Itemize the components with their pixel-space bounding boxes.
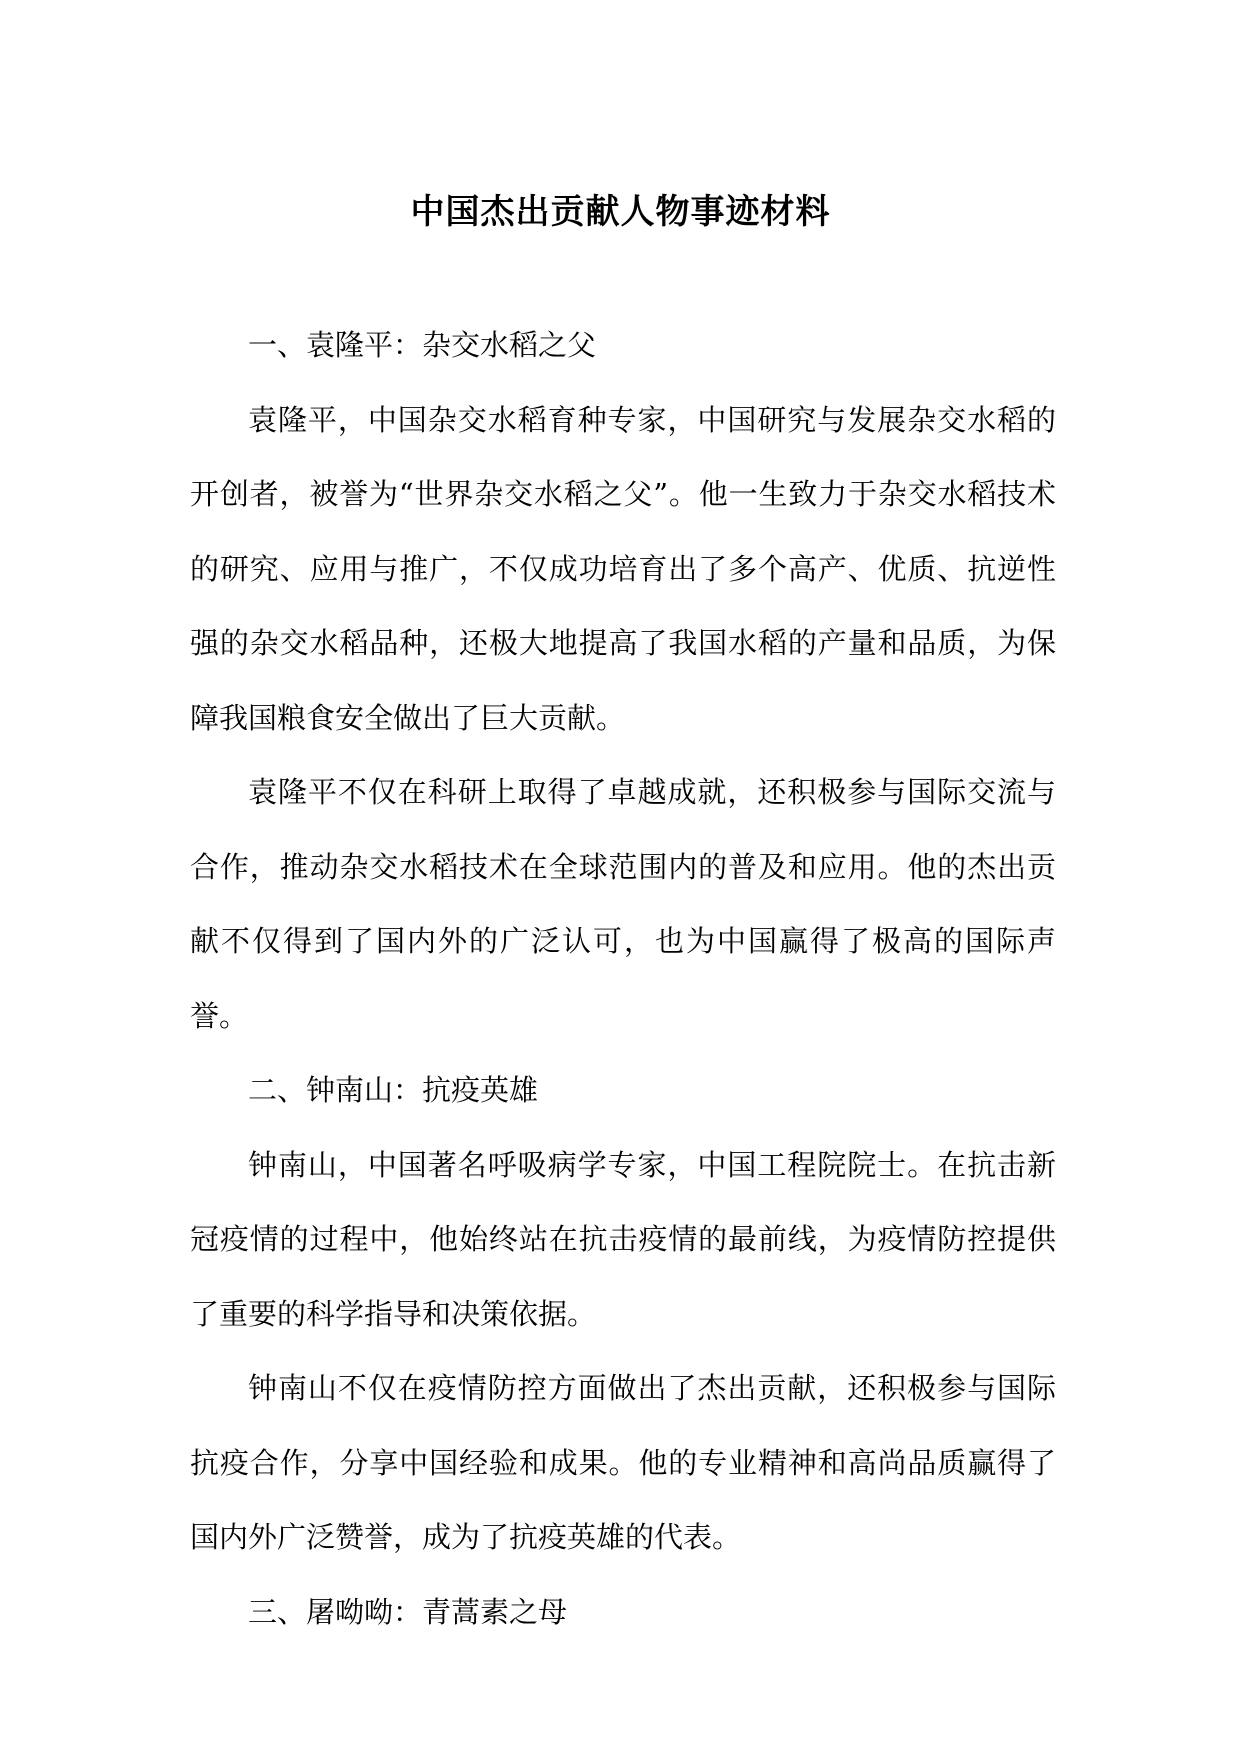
document-body: [190, 308, 1056, 1649]
document-title: 中国杰出贡献人物事迹材料: [410, 192, 831, 232]
section-heading-yuan-longping: 一、袁隆平：杂交水稻之父: [248, 328, 597, 362]
paragraph-zhong-nanshan-international: 钟南山不仅在疫情防控方面做出了杰出贡献，还积极参与国际抗疫合作，分享中国经验和成果。他的专业精神和高尚品质赢得了国内外广泛赞誉，成为了抗疫英雄的代表。: [190, 1371, 1056, 1554]
paragraph-yuan-longping-international: 袁隆平不仅在科研上取得了卓越成就，还积极参与国际交流与合作，推动杂交水稻技术在全球范围内的普及和应用。他的杰出贡献不仅得到了国内外的广泛认可，也为中国赢得了极高的国际声誉。: [190, 775, 1056, 1033]
paragraph-yuan-longping-intro: 袁隆平，中国杂交水稻育种专家，中国研究与发展杂交水稻的开创者，被誉为“世界杂交水稻之父”。他一生致力于杂交水稻技术的研究、应用与推广，不仅成功培育出了多个高产、优质、抗逆性强的杂交水稻品种，还极大地提高了我国水稻的产量和品质，为保障我国粮食安全做出了巨大贡献。: [190, 402, 1056, 735]
section-heading-tu-youyou: 三、屠呦呦：青蒿素之母: [248, 1594, 568, 1629]
paragraph-zhong-nanshan-intro: 钟南山，中国著名呼吸病学专家，中国工程院院士。在抗击新冠疫情的过程中，他始终站在抗击疫情的最前线，为疫情防控提供了重要的科学指导和决策依据。: [190, 1147, 1056, 1331]
section-heading-zhong-nanshan: 二、钟南山：抗疫英雄: [248, 1073, 539, 1107]
